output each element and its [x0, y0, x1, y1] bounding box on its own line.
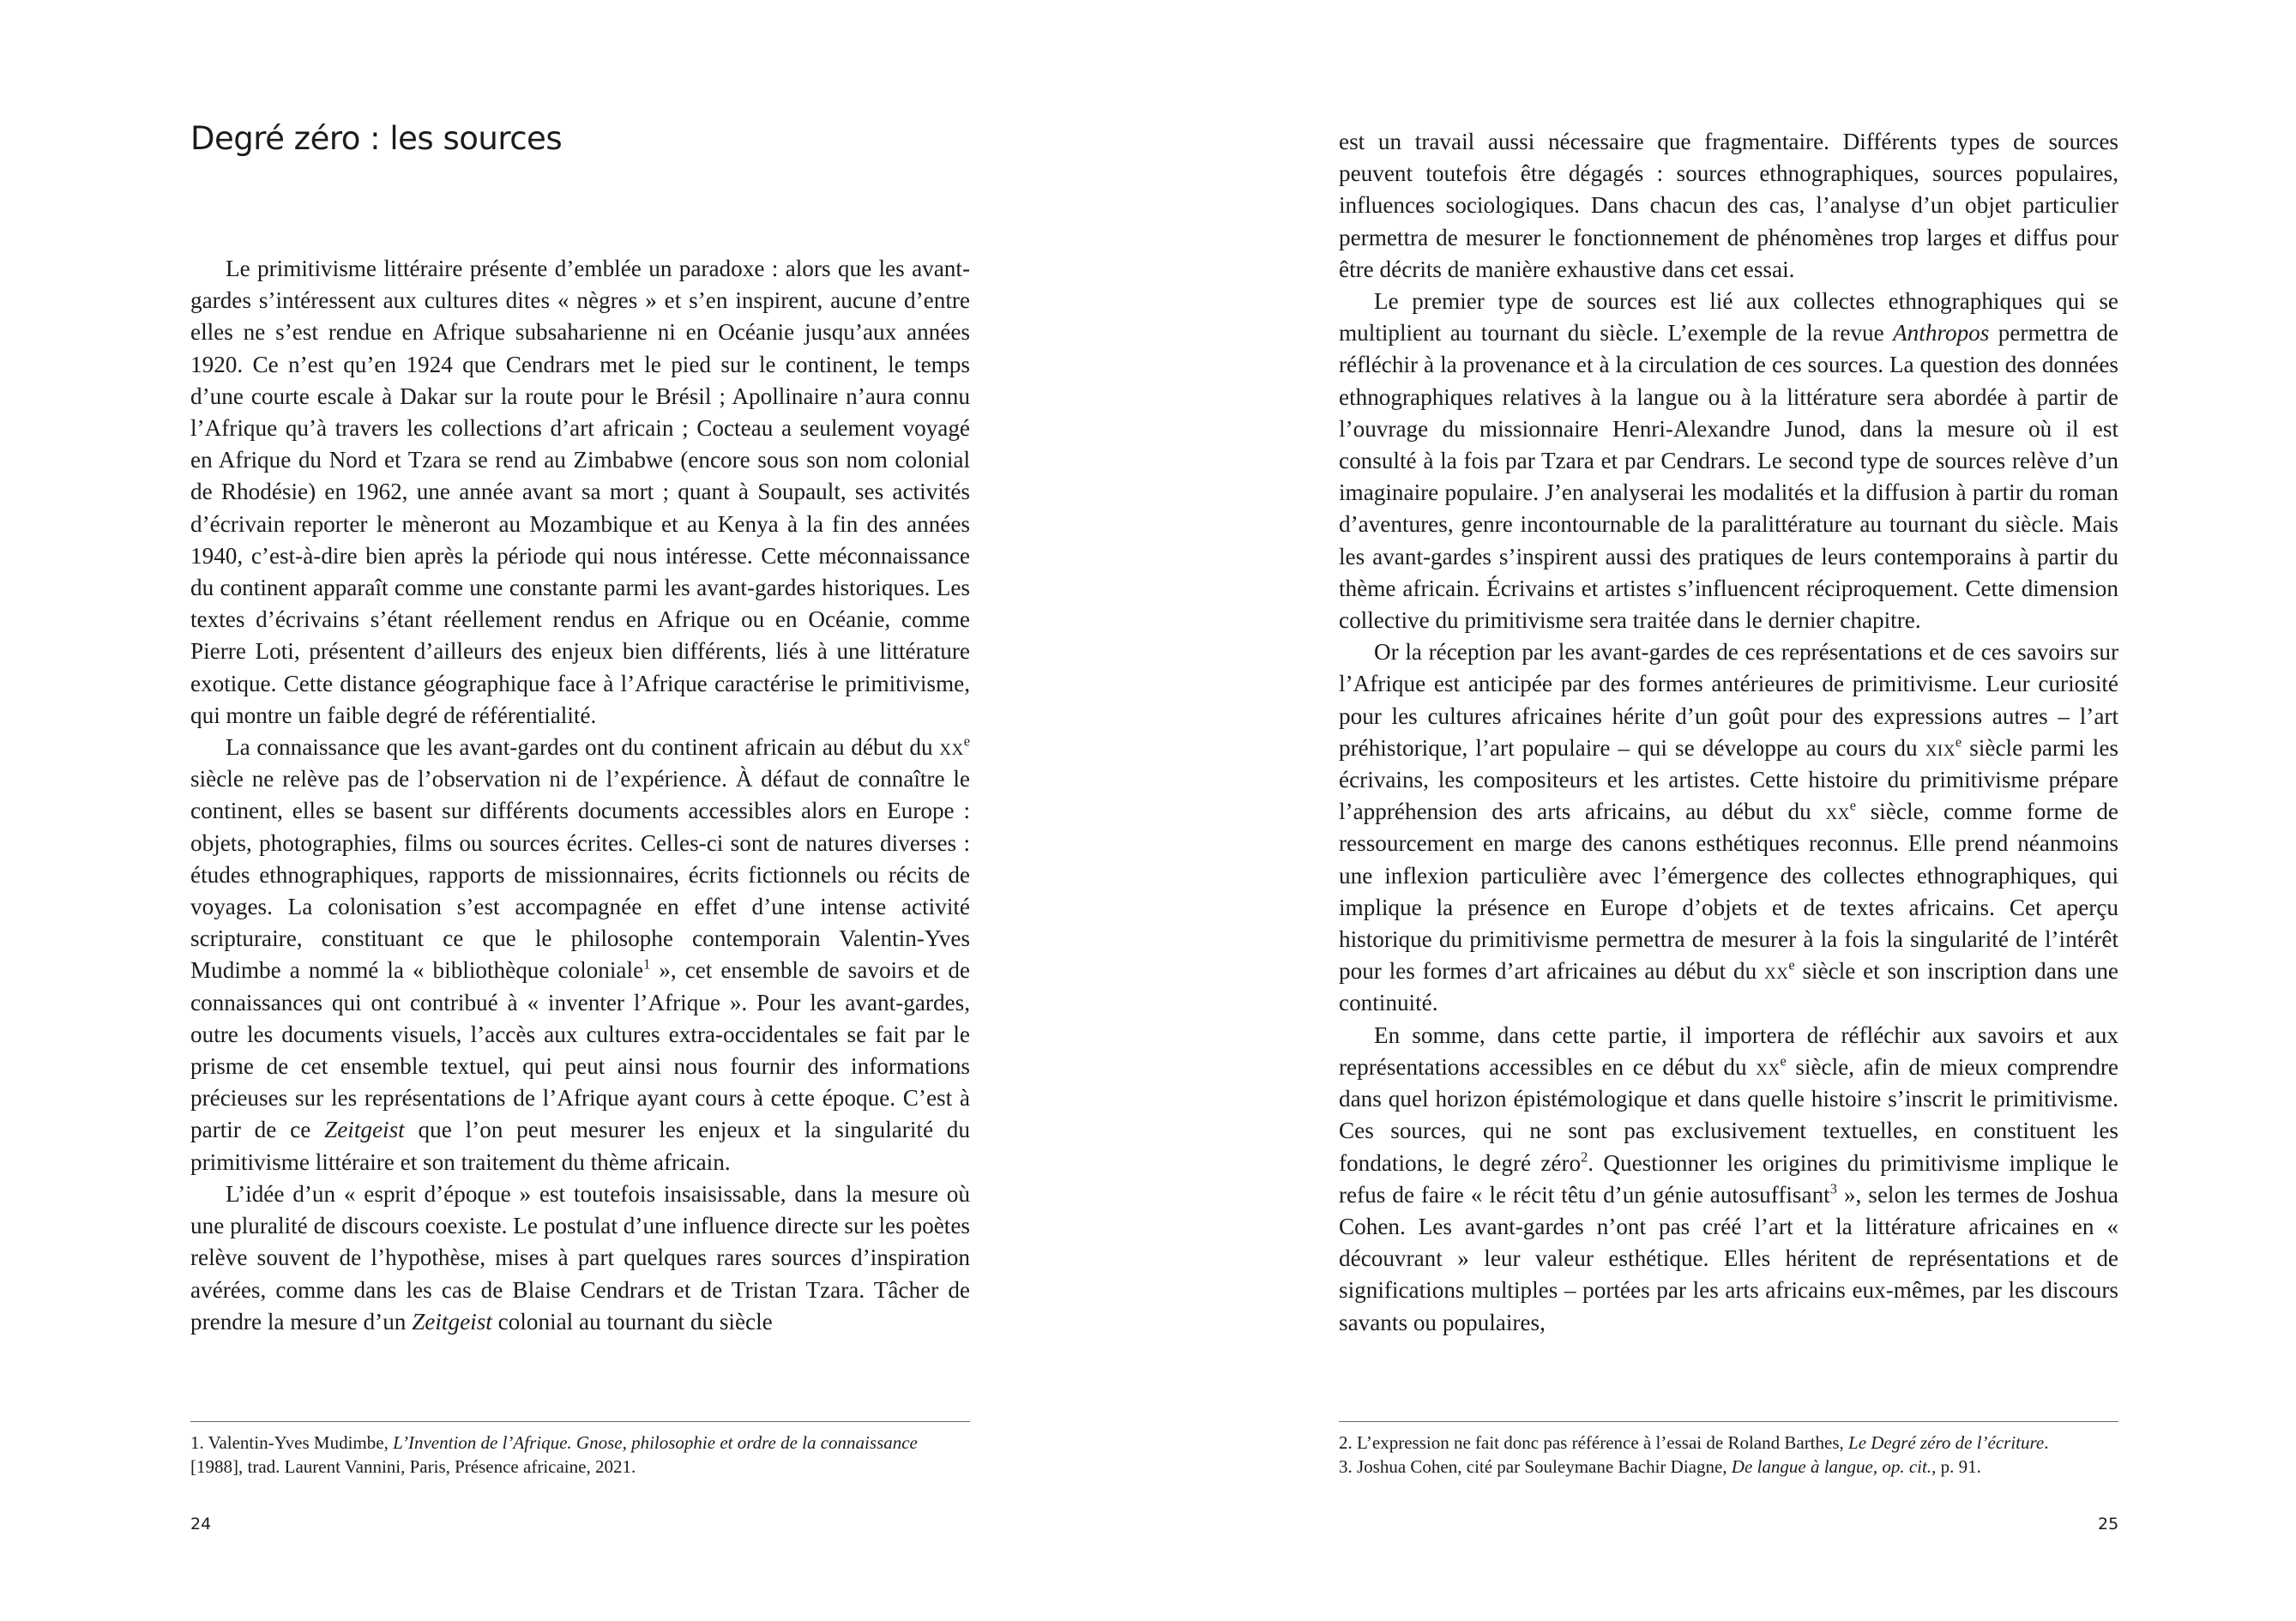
text-run: 3. Joshua Cohen, cité par Souleymane Bachir Diagne, [1339, 1456, 1732, 1477]
text-run: . [2044, 1432, 2049, 1453]
footnote-divider [190, 1421, 970, 1422]
text-run: 1. Valentin-Yves Mudimbe, [190, 1432, 394, 1453]
text-run: , p. 91. [1931, 1456, 1981, 1477]
text-run: », cet ensemble de savoirs et de connaissances qui ont contribué à « inventer l’Afrique ». Pour les avant-gardes, outre les documents visuels, l’accès aux cultures extra-occidentales se fait par le prisme de cet ensemble textuel, qui peut ainsi nous fournir des informations précieuses sur les représentations de l’Afrique ayant cours à cette époque. C’est à partir de ce [190, 957, 971, 1143]
italic-text: Zeitgeist [324, 1117, 405, 1143]
text-run: L’idée d’un « esprit d’époque » est toutefois insaisissable, dans la mesure où une pluralité de discours coexiste. Le postulat d’une influence directe sur les poètes relève souvent de l’hypothèse, mises à part quelques rares sources d’inspiration avérées, comme dans les cas de Blaise Cendrars et de Tristan Tzara. Tâcher de prendre la mesure d’un [190, 1180, 970, 1335]
paragraph [1339, 286, 2118, 636]
century-numeral: xx [1763, 958, 1789, 985]
footnote-reference: 2 [1581, 1148, 1588, 1165]
text-run: permettra de réfléchir à la provenance et à la circulation de ces sources. La question des données ethnographiques relatives à la langue ou à la littérature sera abordée à partir de l’ouvrage du missionnaire Henri-Alexandre Junod, dans la mesure où il est consulté à la fois par Tzara et par Cendrars. Le second type de sources relève d’un imaginaire populaire. J’en analyserai les modalités et la diffusion à partir du roman d’aventures, genre incontournable de la paralittérature au tournant du siècle. Mais les avant-gardes s’inspirent aussi des pratiques de leurs contemporains à partir du thème africain. Écrivains et artistes s’influencent réciproquement. Cette dimension collective du primitivisme sera traitée dans le dernier chapitre. [1339, 320, 2118, 634]
century-numeral: xx [1756, 1053, 1781, 1080]
footnote-divider [1339, 1421, 2118, 1422]
page-number-left: 24 [190, 1515, 212, 1534]
text-run: est un travail aussi nécessaire que fragmentaire. Différents types de sources peuvent toutefois être dégagés : sources ethnographiques, sources populaires, influences sociologiques. Dans chacun des cas, l’analyse d’un objet particulier permettra de mesurer le fonctionnement de phénomènes trop larges et diffus pour être décrits de manière exhaustive dans cet essai. [1339, 129, 2118, 282]
century-numeral: xx [939, 734, 964, 761]
text-run: siècle ne relève pas de l’observation ni de l’expérience. À défaut de connaître le continent, elles se basent sur différents documents accessibles alors en Europe : objets, photographies, films ou sources écrites. Celles-ci sont de natures diverses : études ethnographiques, rapports de missionnaires, écrits fictionnels ou récits de voyages. La colonisation s’est accompagnée en effet d’une intense activité scripturaire, constituant ce que le philosophe contemporain Valentin-Yves Mudimbe a nommé la « bibliothèque coloniale [190, 766, 970, 984]
chapter-title: Degré zéro : les sources [190, 120, 563, 157]
footnote [190, 1431, 970, 1479]
text-run: Or la réception par les avant-gardes de ces représentations et de ces savoirs sur l’Afrique est anticipée par des formes antérieures de primitivisme. Leur curiosité pour les cultures africaines hérite d’un goût pour des expressions autres – l’art préhistorique, l’art populaire – qui se développe au cours du [1339, 639, 2118, 761]
text-run: [1988], trad. Laurent Vannini, Paris, Présence africaine, 2021. [190, 1456, 636, 1477]
superscript: e [963, 732, 970, 750]
text-run: siècle, afin de mieux comprendre dans quel horizon épistémologique et dans quelle histoire s’inscrit le primitivisme. Ces sources, qui ne sont pas exclusivement textuelles, en constituent les fondations, le degré zéro [1339, 1053, 2118, 1176]
left-footnotes [190, 1431, 970, 1479]
text-run: que l’on peut mesurer les enjeux et la singularité du primitivisme littéraire et son traitement du thème africain. [190, 1117, 970, 1175]
right-footnotes [1339, 1431, 2118, 1479]
paragraph [1339, 636, 2118, 1019]
century-numeral: xix [1925, 734, 1956, 761]
text-run: Le premier type de sources est lié aux collectes ethnographiques qui se multiplient au tournant du siècle. L’exemple de la revue [1339, 288, 2118, 346]
paragraph [190, 253, 970, 732]
text-run: En somme, dans cette partie, il importera de réfléchir aux savoirs et aux représentations accessibles en ce début du [1339, 1021, 2118, 1080]
italic-text: Zeitgeist [412, 1308, 492, 1335]
italic-text: Le Degré zéro de l’écriture [1848, 1432, 2045, 1453]
page-number-right: 25 [2098, 1515, 2119, 1534]
footnote [1339, 1455, 2118, 1479]
text-run: », selon les termes de Joshua Cohen. Les avant-gardes n’ont pas créé l’art et la littérature africaines en « découvrant » leur valeur esthétique. Elles héritent de représentations et de significations multiples – portées par les arts africains eux-mêmes, par les discours savants ou populaires, [1339, 1181, 2118, 1335]
italic-text: De langue à langue, op. cit. [1731, 1456, 1932, 1477]
text-run: La connaissance que les avant-gardes ont du continent africain au début du [226, 734, 940, 761]
right-body-text [1339, 126, 2118, 1339]
superscript: e [1955, 733, 1962, 750]
footnote [1339, 1431, 2118, 1455]
left-body-text [190, 253, 970, 1338]
text-run: siècle, comme forme de ressourcement en marge des canons esthétiques reconnus. Elle prend néanmoins une inflexion particulière avec l’émergence des collectes ethnographiques, qui implique la présence en Europe d’objets et de textes africains. Cet aperçu historique du primitivisme permettra de mesurer à la fois la singularité de l’intérêt pour les formes d’art africaines au début du [1339, 798, 2118, 985]
text-run: . Questionner les origines du primitivisme implique le refus de faire « le récit têtu d’un génie autosuffisant [1339, 1149, 2118, 1208]
text-run: siècle parmi les écrivains, les compositeurs et les artistes. Cette histoire du primitivisme prépare l’appréhension des arts africains, au début du [1339, 734, 2118, 825]
text-run: 2. L’expression ne fait donc pas référence à l’essai de Roland Barthes, [1339, 1432, 1849, 1453]
text-run: Le primitivisme littéraire présente d’emblée un paradoxe : alors que les avant-gardes s’intéressent aux cultures dites « nègres » et s’en inspirent, aucune d’entre elles ne s’est rendue en Afrique subsaharienne ni en Océanie jusqu’aux années 1920. Ce n’est qu’en 1924 que Cendrars met le pied sur le continent, le temps d’une courte escale à Dakar sur la route pour le Brésil ; Apollinaire n’aura connu l’Afrique qu’à travers les collections d’art africain ; Cocteau a seulement voyagé en Afrique du Nord et Tzara se rend au Zimbabwe (encore sous son nom colonial de Rhodésie) en 1962, une année avant sa mort ; quant à Soupault, ses activités d’écrivain reporter le mèneront au Mozambique et au Kenya à la fin des années 1940, c’est-à-dire bien après la période qui nous intéresse. Cette méconnaissance du continent apparaît comme une constante parmi les avant-gardes historiques. Les textes d’écrivains s’étant réellement rendus en Afrique ou en Océanie, comme Pierre Loti, présentent d’ailleurs des enjeux bien différents, liés à une littérature exotique. Cette distance géographique face à l’Afrique caractérise le primitivisme, qui montre un faible degré de référentialité. [190, 256, 970, 728]
text-run: siècle et son inscription dans une continuité. [1339, 958, 2118, 1016]
italic-text: Anthropos [1893, 320, 1990, 346]
paragraph [1339, 1020, 2118, 1339]
paragraph [1339, 126, 2118, 286]
century-numeral: xx [1825, 798, 1850, 825]
superscript: e [1788, 956, 1795, 973]
italic-text: L’Invention de l’Afrique. Gnose, philosophie et ordre de la connaissance [393, 1432, 918, 1453]
superscript: e [1849, 797, 1857, 814]
paragraph [190, 1178, 970, 1338]
text-run: colonial au tournant du siècle [491, 1308, 773, 1335]
right-page [1148, 0, 2296, 1621]
paragraph [190, 732, 970, 1178]
superscript: e [1780, 1052, 1787, 1070]
footnote-reference: 3 [1829, 1180, 1837, 1197]
footnote-reference: 1 [643, 955, 651, 973]
